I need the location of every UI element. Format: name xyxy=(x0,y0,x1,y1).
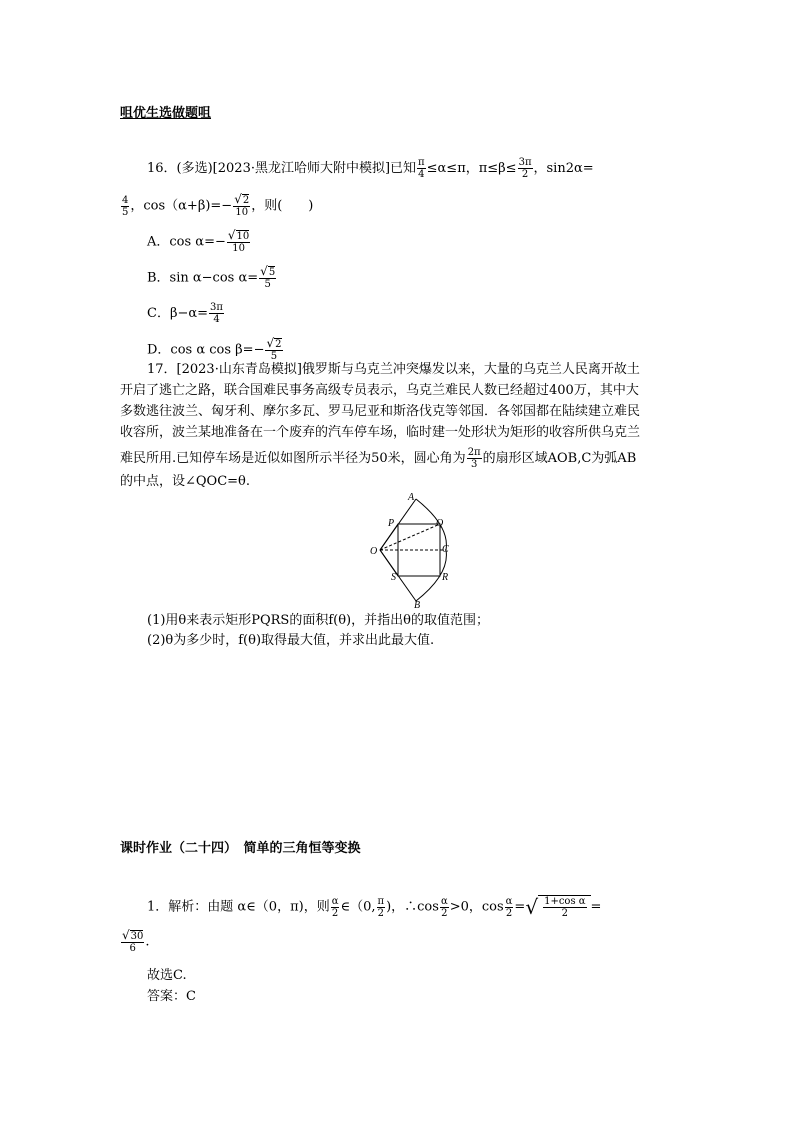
figure-label: B xyxy=(414,600,421,610)
q17-line1: 17．[2023·山东青岛模拟]俄罗斯与乌克兰冲突爆发以来，大量的乌克兰人民离开故土 xyxy=(147,362,640,377)
q17-sub2: (2)θ为多少时，f(θ)取得最大值，并求出此最大值. xyxy=(147,633,435,648)
answer-line2: $\frac{√30}{6}$ . xyxy=(122,928,150,954)
figure-label: R xyxy=(442,572,449,583)
q16-line2: $\frac{4}{5}$ ，cos（α+β)=− $\frac{√2}{10}$ ，则( ) xyxy=(122,192,314,218)
answer-heading: 课时作业（二十四） 简单的三角恒等变换 xyxy=(120,841,361,856)
fraction: $\frac{√2}{10}$ xyxy=(234,192,250,218)
fraction: $\frac{4}{5}$ xyxy=(122,194,129,218)
q17-line3: 多数逃往波兰、匈牙利、摩尔多瓦、罗马尼亚和斯洛伐克等邻国．各邻国都在陆续建立难民 xyxy=(120,404,641,419)
section-header: 咀优生选做题咀 xyxy=(120,106,212,121)
q17-line6: 的中点，设∠QOC=θ. xyxy=(120,474,251,489)
radical-sign: √ xyxy=(525,895,539,919)
q17-line4: 收容所，波兰某地准备在一个废弃的汽车停车场，临时建一处形状为矩形的收容所供乌克兰 xyxy=(120,425,641,440)
fraction: $\frac{\alpha}{2}$ xyxy=(440,895,448,919)
sqrt-body: $\frac{\text{1+cos α}}{2}$ xyxy=(538,895,590,919)
fraction: $\frac{2\pi}{3}$ xyxy=(467,447,481,470)
fraction: $\frac{√10}{10}$ xyxy=(227,228,250,254)
q16-option-b: B．sin α−cos α= $\frac{√5}{5}$ xyxy=(147,264,276,290)
figure-label: Q xyxy=(436,518,444,529)
q17-line5: 难民所用.已知停车场是近似如图所示半径为50米，圆心角为 $\frac{2\pi}{3}$ 的扇形区域AOB,C为弧AB xyxy=(120,447,637,470)
q16-option-a: A．cos α=− $\frac{√10}{10}$ xyxy=(147,228,250,254)
rectangle-pqrs xyxy=(398,524,440,576)
figure-label: S xyxy=(391,572,396,583)
q16-option-d: D．cos α cos β=− $\frac{√2}{5}$ xyxy=(147,336,282,362)
q17-line2: 开启了逃亡之路，联合国难民事务高级专员表示，乌克兰难民人数已经超过400万，其中大 xyxy=(120,383,639,398)
fraction: $\frac{√5}{5}$ xyxy=(260,264,276,290)
fraction: $\frac{\pi}{4}$ xyxy=(418,157,425,180)
q17-sub1: (1)用θ来表示矩形PQRS的面积f(θ)，并指出θ的取值范围； xyxy=(147,613,489,628)
fraction: $\frac{√2}{5}$ xyxy=(266,336,282,362)
figure-label: P xyxy=(388,518,395,529)
fraction: $\frac{3\pi}{2}$ xyxy=(518,157,532,180)
fraction: $\frac{\alpha}{2}$ xyxy=(505,895,513,919)
answer-line1: 1．解析：由题 α∈（0，π)，则 $\frac{\alpha}{2}$ ∈（0, $\frac{\pi}{2}$ )，∴cos $\frac{\alpha}{2}$ >0，cos $\frac{\alpha}{2}$ =√ $\frac{\text{1+cos α}}{2}$ = xyxy=(147,895,602,919)
sector-figure xyxy=(366,488,466,610)
fraction: $\frac{\alpha}{2}$ xyxy=(331,895,339,919)
q16-line1: 16．(多选)[2023·黑龙江哈师大附中模拟]已知 $\frac{\pi}{4}$ ≤α≤π，π≤β≤ $\frac{3\pi}{2}$ ，sin2α= xyxy=(147,157,594,180)
q16-option-c: C．β−α= $\frac{3\pi}{4}$ xyxy=(147,302,223,325)
fraction: $\frac{√30}{6}$ xyxy=(122,928,144,954)
fraction: $\frac{\pi}{2}$ xyxy=(377,895,385,919)
fraction: $\frac{3\pi}{4}$ xyxy=(210,302,223,325)
answer-choice: 故选C. xyxy=(147,968,187,983)
figure-label: O xyxy=(370,546,378,557)
answer-final: 答案：C xyxy=(147,989,196,1004)
figure-label: A xyxy=(408,492,415,503)
figure-label: C xyxy=(442,544,449,555)
